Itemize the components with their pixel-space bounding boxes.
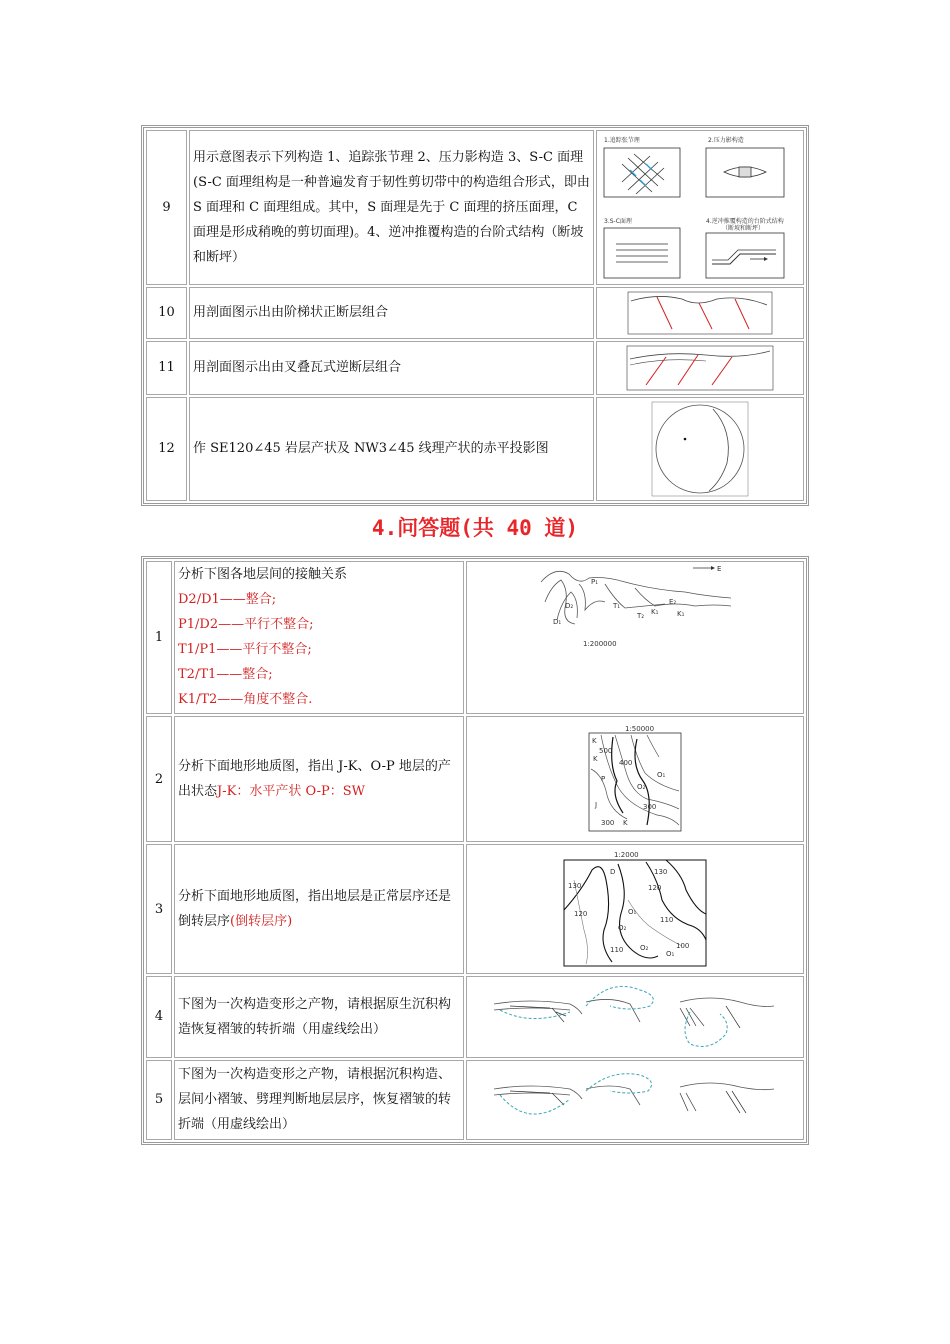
section-heading: 4.问答题(共 40 道) — [371, 516, 579, 540]
fig-label-3: 3.S-C面理 — [604, 217, 632, 225]
imbricate-thrust-faults-figure — [626, 345, 774, 391]
figure-cell — [466, 844, 804, 974]
table-row — [146, 341, 804, 395]
row-number: 10 — [146, 287, 187, 339]
unit-label: K₁ — [651, 608, 659, 616]
figure-cell — [596, 287, 804, 339]
scale-label: 1:50000 — [625, 725, 655, 734]
figure-cell — [466, 561, 804, 714]
unit-label: 130 — [654, 868, 668, 877]
unit-label: 500 — [599, 747, 613, 756]
unit-label: E₂ — [669, 598, 677, 606]
unit-label: K₁ — [677, 610, 685, 618]
row-question: 用剖面图示出由叉叠瓦式逆断层组合 — [189, 341, 594, 395]
unit-label: O₁ — [666, 950, 675, 959]
row-number: 5 — [146, 1060, 172, 1140]
question-text: 分析下图各地层间的接触关系 — [178, 567, 348, 583]
unit-label: 120 — [648, 884, 662, 893]
table-row — [146, 844, 804, 974]
unit-label: 110 — [660, 916, 674, 925]
fold-hinge-figure-2 — [490, 1065, 780, 1135]
unit-label: O₂ — [618, 924, 627, 933]
question-text: 分析下面地形地质图，指出地层是正常层序还是倒转层序 — [178, 889, 452, 930]
row-question — [174, 844, 464, 974]
unit-label: 300 — [643, 803, 657, 812]
unit-label: O₂ — [640, 944, 649, 953]
row-question: 下图为一次构造变形之产物，请根据沉积构造、层间小褶皱、劈理判断地层层序，恢复褶皱的转折端（用虚线绘出） — [174, 1060, 464, 1140]
step-normal-faults-figure — [627, 291, 773, 335]
answer-text: J-K：水平产状 O-P：SW — [217, 784, 366, 800]
figure-cell — [466, 976, 804, 1057]
unit-label: K — [593, 755, 598, 764]
row-question — [174, 561, 464, 714]
table-row — [146, 397, 804, 501]
fig-label-4b: （断坡和断坪） — [722, 224, 765, 232]
unit-label: O₂ — [637, 783, 646, 792]
unit-label: D₁ — [553, 618, 562, 626]
unit-label: D₂ — [565, 602, 574, 610]
row-number: 4 — [146, 976, 172, 1057]
table-row — [146, 130, 804, 285]
table-row — [146, 287, 804, 339]
unit-label: K — [592, 737, 597, 746]
unit-label: 130 — [568, 882, 582, 891]
row-number: 3 — [146, 844, 172, 974]
row-number: 9 — [146, 130, 187, 285]
scale-label: 1:200000 — [583, 640, 617, 648]
scale-label: 1:2000 — [614, 851, 639, 860]
unit-label: D — [610, 868, 616, 877]
answer-line: T1/P1——平行不整合; — [178, 642, 312, 658]
unit-label: 100 — [676, 942, 690, 951]
figure-cell — [466, 716, 804, 843]
unit-label: 120 — [574, 910, 588, 919]
row-question — [174, 716, 464, 843]
unit-label: 300 — [601, 819, 615, 828]
answer-text: (倒转层序) — [230, 914, 293, 930]
table-row — [146, 976, 804, 1057]
unit-label: 400 — [619, 759, 633, 768]
answer-line: K1/T2——角度不整合. — [178, 692, 313, 708]
table-row — [146, 561, 804, 714]
fig-label-1: 1.追踪张节理 — [604, 136, 640, 144]
exercise-table-drawing — [141, 125, 809, 506]
unit-label: T₁ — [613, 602, 621, 610]
figure-cell — [596, 130, 804, 285]
table-row — [146, 716, 804, 843]
unit-label: P — [601, 775, 606, 784]
arrow-label: E — [717, 565, 722, 573]
figure-cell — [466, 1060, 804, 1140]
row-number: 1 — [146, 561, 172, 714]
table-row — [146, 1060, 804, 1140]
figure-cell — [596, 341, 804, 395]
row-question: 用剖面图示出由阶梯状正断层组合 — [189, 287, 594, 339]
fig-label-2: 2.压力影构造 — [708, 136, 744, 144]
unit-label: P₁ — [591, 578, 599, 586]
unit-label: K — [623, 819, 628, 828]
row-number: 2 — [146, 716, 172, 843]
row-question: 用示意图表示下列构造 1、追踪张节理 2、压力影构造 3、S-C 面理(S-C 面理组构是一种普遍发育于韧性剪切带中的构造组合形式，即由 S 面理和 C 面理组成。其中，S 面理是先于 C 面理的挤压面理，C 面理是形成稍晚的剪切面理)。4、逆冲推覆构造的台阶式结构（断坡和断坪） — [189, 130, 594, 285]
qa-table — [141, 556, 809, 1145]
row-question: 作 SE120∠45 岩层产状及 NW3∠45 线理产状的赤平投影图 — [189, 397, 594, 501]
unit-label: O₁ — [657, 771, 666, 780]
unit-label: O₁ — [628, 908, 637, 917]
topographic-map-figure-2 — [562, 850, 708, 968]
answer-line: D2/D1——整合; — [178, 592, 277, 608]
stereonet-figure — [651, 401, 749, 497]
unit-label: T₂ — [637, 612, 645, 620]
unit-label: 110 — [610, 946, 624, 955]
row-number: 11 — [146, 341, 187, 395]
unit-label: J — [595, 801, 598, 810]
row-question: 下图为一次构造变形之产物，请根据原生沉积构造恢复褶皱的转折端（用虚线绘出） — [174, 976, 464, 1057]
geologic-section-figure — [535, 562, 735, 654]
question-text: 分析下面地形地质图，指出 J-K、O-P 地层的产出状态 — [178, 759, 451, 800]
fig-label-4: 4.逆冲推覆构造的台阶式结构 — [706, 217, 784, 225]
answer-line: T2/T1——整合; — [178, 667, 273, 683]
row-number: 12 — [146, 397, 187, 501]
answer-line: P1/D2——平行不整合; — [178, 617, 314, 633]
fold-hinge-figure-1 — [490, 982, 780, 1052]
structure-sketches-figure — [600, 134, 800, 282]
topographic-map-figure-1 — [587, 725, 683, 833]
figure-cell — [596, 397, 804, 501]
